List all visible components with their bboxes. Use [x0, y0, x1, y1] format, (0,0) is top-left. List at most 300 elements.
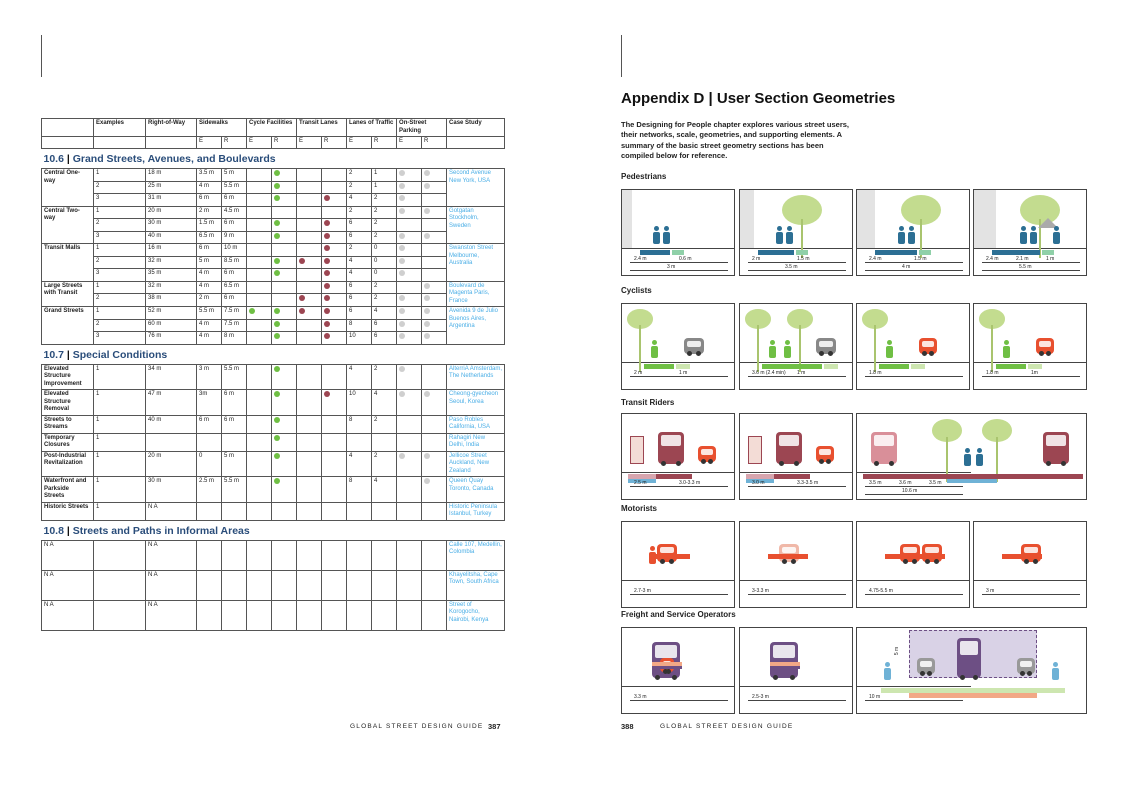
section-number: 10.7 [43, 348, 64, 361]
page-number-left: 387 [488, 722, 501, 731]
lanes-redesign: 4 [372, 477, 397, 503]
parking-existing [397, 540, 422, 570]
red-dot [324, 258, 330, 264]
sidewalk-redesign: 5.5 m [222, 181, 247, 194]
sidewalk-existing [197, 540, 222, 570]
dimension-line [982, 376, 1080, 377]
person-icon-body [1053, 232, 1060, 244]
dimension-label: 2.4 m [869, 256, 882, 262]
section-panel [973, 189, 1087, 276]
window [687, 341, 701, 347]
example-number: 1 [94, 451, 146, 477]
cycle-redesign [272, 194, 297, 207]
header-r: R [422, 137, 447, 149]
window [661, 435, 681, 446]
window [960, 641, 978, 655]
example-number: 2 [94, 256, 146, 269]
cycle-redesign [272, 477, 297, 503]
section-number: 10.6 [43, 153, 64, 165]
grey-dot [399, 183, 405, 189]
street-type: N A [42, 540, 94, 570]
right-of-way: 16 m [146, 244, 197, 257]
cycle-existing [247, 294, 272, 307]
wheel-icon [794, 461, 799, 466]
ground-line [740, 472, 853, 473]
window [773, 645, 795, 658]
right-of-way: 34 m [146, 364, 197, 390]
table-row [42, 181, 505, 194]
section-heading [42, 344, 505, 364]
wheel-icon [660, 559, 665, 564]
parking-existing [397, 502, 422, 520]
wheel-icon [960, 675, 965, 680]
person-icon-body [1030, 232, 1037, 244]
sidewalk-redesign: 5.5 m [222, 364, 247, 390]
lanes-existing: 4 [347, 269, 372, 282]
grey-dot [399, 170, 405, 176]
dimension-label: 1 m [797, 370, 806, 376]
person-icon-body [1052, 668, 1059, 680]
sidewalk-existing: 4 m [197, 319, 222, 332]
sidewalk-existing: 2 m [197, 294, 222, 307]
street-type: N A [42, 600, 94, 630]
green-dot [274, 453, 280, 459]
lane-bar [796, 250, 808, 255]
window [655, 645, 677, 658]
cycle-redesign [272, 256, 297, 269]
example-number: 3 [94, 269, 146, 282]
dimension-line [630, 594, 728, 595]
grey-dot [424, 308, 430, 314]
parking-existing [397, 256, 422, 269]
transit-redesign [322, 206, 347, 219]
example-number [94, 540, 146, 570]
sidewalk-existing: 4 m [197, 332, 222, 345]
sidewalk-redesign [222, 433, 247, 451]
transit-existing [297, 415, 322, 433]
example-number: 1 [94, 502, 146, 520]
transit-existing [297, 256, 322, 269]
cycle-redesign [272, 307, 297, 320]
grey-dot [424, 453, 430, 459]
grey-dot [399, 333, 405, 339]
red-dot [324, 220, 330, 226]
example-number: 1 [94, 364, 146, 390]
section-heading [42, 520, 505, 540]
lanes-redesign [372, 540, 397, 570]
street-type-table [41, 118, 505, 631]
section-panel [621, 303, 735, 390]
bus-icon [776, 432, 802, 464]
transit-existing [297, 194, 322, 207]
building-icon [622, 190, 632, 248]
table-row [42, 244, 505, 257]
right-of-way: 20 m [146, 206, 197, 219]
header-e: E [247, 137, 272, 149]
parking-existing [397, 219, 422, 232]
sidewalk-redesign: 6 m [222, 269, 247, 282]
cycle-existing [247, 433, 272, 451]
grey-dot [399, 321, 405, 327]
grey-dot [399, 258, 405, 264]
parking-existing [397, 281, 422, 294]
lanes-redesign: 0 [372, 244, 397, 257]
red-dot [324, 195, 330, 201]
wheel-icon [696, 351, 701, 356]
window [779, 435, 799, 446]
lanes-existing: 6 [347, 281, 372, 294]
parking-existing [397, 570, 422, 600]
parking-redesign [422, 600, 447, 630]
wheel-icon [661, 461, 666, 466]
parking-redesign [422, 390, 447, 416]
table-row [42, 194, 505, 207]
person-icon-body [976, 454, 983, 466]
table-header-er-row [42, 137, 505, 149]
wheel-icon [1027, 671, 1032, 676]
dimension-line [865, 376, 963, 377]
case-study-link: Swanston Street Melbourne, Australia [447, 244, 505, 282]
dimension-label: 3.3-3.5 m [797, 480, 819, 486]
bus-shelter-icon [630, 436, 644, 464]
lane-bar [768, 554, 808, 559]
sidewalk-existing: 5 m [197, 256, 222, 269]
section-heading [42, 149, 505, 169]
dimension-line [748, 376, 846, 377]
sidewalk-existing: 6.5 m [197, 231, 222, 244]
lanes-existing [347, 570, 372, 600]
lanes-existing: 2 [347, 181, 372, 194]
case-study-link: AlterriA Amsterdam, The Netherlands [447, 364, 505, 390]
parking-redesign [422, 415, 447, 433]
lanes-existing: 2 [347, 206, 372, 219]
transit-redesign [322, 433, 347, 451]
parking-existing [397, 169, 422, 182]
wheel-icon [791, 559, 796, 564]
cycle-existing [247, 281, 272, 294]
person-icon-body [653, 232, 660, 244]
green-dot [274, 417, 280, 423]
cycle-existing [247, 364, 272, 390]
lane-bar [1042, 250, 1054, 255]
lanes-redesign: 2 [372, 194, 397, 207]
section-panel [621, 189, 735, 276]
window [874, 435, 894, 446]
cycle-redesign [272, 181, 297, 194]
person-icon [1053, 662, 1058, 667]
dimension-line-total [630, 270, 728, 271]
case-study-link: Paso Robles California, USA [447, 415, 505, 433]
example-number: 1 [94, 169, 146, 182]
parking-existing [397, 231, 422, 244]
table-cell [94, 137, 146, 149]
right-of-way: N A [146, 570, 197, 600]
green-dot [274, 233, 280, 239]
transit-existing [297, 181, 322, 194]
cycle-redesign [272, 281, 297, 294]
parking-existing [397, 451, 422, 477]
table-row [42, 281, 505, 294]
transit-redesign [322, 194, 347, 207]
table-row [42, 319, 505, 332]
wheel-icon [669, 559, 674, 564]
building-icon [740, 190, 754, 248]
truck-icon [770, 642, 798, 678]
dimension-line [630, 376, 728, 377]
red-dot [299, 308, 305, 314]
person-icon [1054, 226, 1059, 231]
wheel-icon [1046, 461, 1051, 466]
person-icon-body [908, 232, 915, 244]
grey-dot [399, 208, 405, 214]
cycle-existing [247, 332, 272, 345]
lanes-existing: 2 [347, 244, 372, 257]
green-dot [274, 258, 280, 264]
lane-bar [676, 364, 690, 369]
cycle-existing [247, 231, 272, 244]
person-icon-body [1020, 232, 1027, 244]
street-type: Temporary Closures [42, 433, 94, 451]
transit-redesign [322, 570, 347, 600]
street-type: N A [42, 570, 94, 600]
example-number: 2 [94, 181, 146, 194]
person-icon-body [776, 232, 783, 244]
table-row [42, 219, 505, 232]
section-title: Special Conditions [72, 348, 168, 361]
dimension-label: 2.5-3 m [752, 694, 769, 700]
dimension-label: 2.7-3 m [634, 588, 651, 594]
cycle-redesign [272, 364, 297, 390]
transit-redesign [322, 256, 347, 269]
person-icon-body [964, 454, 971, 466]
lane-bar [1002, 554, 1042, 559]
example-number: 1 [94, 307, 146, 320]
case-study-link: Khayelitsha, Cape Town, South Africa [447, 570, 505, 600]
lanes-existing: 8 [347, 319, 372, 332]
lane-bar [996, 364, 1026, 369]
section-title: Grand Streets, Avenues, and Boulevards [72, 153, 276, 165]
lanes-redesign [372, 433, 397, 451]
parking-redesign [422, 307, 447, 320]
cycle-redesign [272, 231, 297, 244]
cycle-redesign [272, 169, 297, 182]
street-type: Central One-way [42, 169, 94, 207]
dimension-line-total [865, 270, 963, 271]
transit-redesign [322, 600, 347, 630]
cycle-redesign [272, 502, 297, 520]
window [1046, 435, 1066, 446]
section-heading-row [42, 149, 505, 169]
sidewalk-existing [197, 433, 222, 451]
parking-redesign [422, 570, 447, 600]
lanes-redesign: 4 [372, 390, 397, 416]
section-panel [621, 521, 735, 608]
lane-bar [824, 364, 838, 369]
parking-redesign [422, 231, 447, 244]
window [1024, 547, 1038, 553]
grey-dot [399, 270, 405, 276]
sidewalk-redesign: 5 m [222, 451, 247, 477]
example-number: 1 [94, 281, 146, 294]
parking-redesign [422, 169, 447, 182]
dimension-label: 2.5 m [634, 480, 647, 486]
right-of-way: 30 m [146, 219, 197, 232]
example-number [94, 570, 146, 600]
lanes-redesign: 2 [372, 415, 397, 433]
ground-line [857, 248, 970, 249]
dimension-line [630, 486, 728, 487]
example-number: 3 [94, 194, 146, 207]
dimension-line [748, 486, 846, 487]
person-icon-body [769, 346, 776, 358]
crop-mark-left [41, 35, 42, 77]
parking-existing [397, 600, 422, 630]
person-icon [652, 340, 657, 345]
table-row [42, 390, 505, 416]
header-sidewalks: Sidewalks [197, 119, 247, 137]
ground-line [622, 686, 735, 687]
right-of-way: 35 m [146, 269, 197, 282]
header-case-study: Case Study [447, 119, 505, 137]
bus-icon [658, 432, 684, 464]
cycle-existing [247, 269, 272, 282]
cycle-existing [247, 194, 272, 207]
person-icon [664, 226, 669, 231]
lanes-redesign: 4 [372, 307, 397, 320]
sidewalk-redesign [222, 570, 247, 600]
right-of-way: 32 m [146, 281, 197, 294]
street-type: Elevated Structure Improvement [42, 364, 94, 390]
transit-existing [297, 244, 322, 257]
cycle-redesign [272, 294, 297, 307]
transit-existing [297, 332, 322, 345]
grey-dot [399, 233, 405, 239]
green-dot [274, 195, 280, 201]
example-number: 1 [94, 477, 146, 503]
lanes-redesign: 6 [372, 332, 397, 345]
header-examples: Examples [94, 119, 146, 137]
red-dot [324, 295, 330, 301]
lanes-existing: 4 [347, 451, 372, 477]
case-study-link: Queen Quay Toronto, Canada [447, 477, 505, 503]
wheel-icon [708, 459, 713, 464]
tree-trunk [874, 325, 876, 372]
sidewalk-redesign: 9 m [222, 231, 247, 244]
wheel-icon [701, 459, 706, 464]
cycle-redesign [272, 570, 297, 600]
dimension-label: 2.1 m [1016, 256, 1029, 262]
building-icon [857, 190, 875, 248]
street-type: Post-Industrial Revitalization [42, 451, 94, 477]
section-title: Streets and Paths in Informal Areas [72, 524, 250, 537]
dimension-line [865, 700, 963, 701]
lane-bar [640, 250, 670, 255]
cycle-redesign [272, 219, 297, 232]
lane-bar [879, 364, 909, 369]
wheel-icon [1020, 671, 1025, 676]
wheel-icon [782, 559, 787, 564]
lanes-existing: 8 [347, 415, 372, 433]
dimension-label: 3.6 m [899, 480, 912, 486]
lanes-existing: 8 [347, 477, 372, 503]
grey-dot [424, 391, 430, 397]
ground-line [974, 248, 1087, 249]
lanes-existing: 6 [347, 294, 372, 307]
dimension-label: 3.5 m [869, 480, 882, 486]
dimension-total-label: 3 m [667, 264, 676, 270]
section-divider: | [63, 348, 73, 361]
dimension-total-label: 5.5 m [1019, 264, 1032, 270]
dimension-line [748, 594, 846, 595]
right-of-way: 60 m [146, 319, 197, 332]
right-of-way: 40 m [146, 231, 197, 244]
window [1039, 341, 1051, 347]
green-dot [274, 220, 280, 226]
lane-bar [672, 250, 684, 255]
case-study-link: Street of Korogocho, Nairobi, Kenya [447, 600, 505, 630]
cycle-redesign [272, 540, 297, 570]
sidewalk-existing: 3.5 m [197, 169, 222, 182]
cycle-existing [247, 169, 272, 182]
wheel-icon [828, 351, 833, 356]
wheel-icon [655, 675, 660, 680]
header-r: R [322, 137, 347, 149]
lanes-redesign: 2 [372, 206, 397, 219]
dimension-label: 0.6 m [679, 256, 692, 262]
street-type: Grand Streets [42, 307, 94, 345]
transit-redesign [322, 219, 347, 232]
transit-redesign [322, 231, 347, 244]
sidewalk-existing: 3 m [197, 364, 222, 390]
parking-existing [397, 194, 422, 207]
transit-existing [297, 294, 322, 307]
case-study-link: Gotgatan Stockholm, Sweden [447, 206, 505, 244]
dimension-label: 1 m [1046, 256, 1055, 262]
group-label: Pedestrians [621, 172, 667, 181]
example-number: 1 [94, 390, 146, 416]
dimension-label: 3.3 m [634, 694, 647, 700]
footer-right-text: GLOBAL STREET DESIGN GUIDE [660, 723, 794, 730]
section-panel [856, 413, 1087, 500]
parking-redesign [422, 269, 447, 282]
ground-line [622, 580, 735, 581]
lanes-existing: 6 [347, 307, 372, 320]
dimension-label: 3-3.3 m [752, 588, 769, 594]
transit-existing [297, 281, 322, 294]
transit-existing [297, 600, 322, 630]
dimension-label: 1 m [679, 370, 688, 376]
green-dot [274, 435, 280, 441]
lanes-redesign: 2 [372, 219, 397, 232]
sidewalk-existing: 4 m [197, 269, 222, 282]
parking-redesign [422, 206, 447, 219]
street-type: Elevated Structure Removal [42, 390, 94, 416]
wheel-icon [819, 459, 824, 464]
sidewalk-redesign: 4.5 m [222, 206, 247, 219]
red-dot [299, 258, 305, 264]
red-dot [299, 295, 305, 301]
parking-redesign [422, 502, 447, 520]
parking-redesign [422, 244, 447, 257]
cycle-existing [247, 256, 272, 269]
header-r: R [372, 137, 397, 149]
sidewalk-redesign: 6 m [222, 294, 247, 307]
street-type: Waterfront and Parkside Streets [42, 477, 94, 503]
dimension-line [748, 262, 846, 263]
section-panel [856, 627, 1087, 714]
grey-dot [424, 333, 430, 339]
parking-redesign [422, 433, 447, 451]
